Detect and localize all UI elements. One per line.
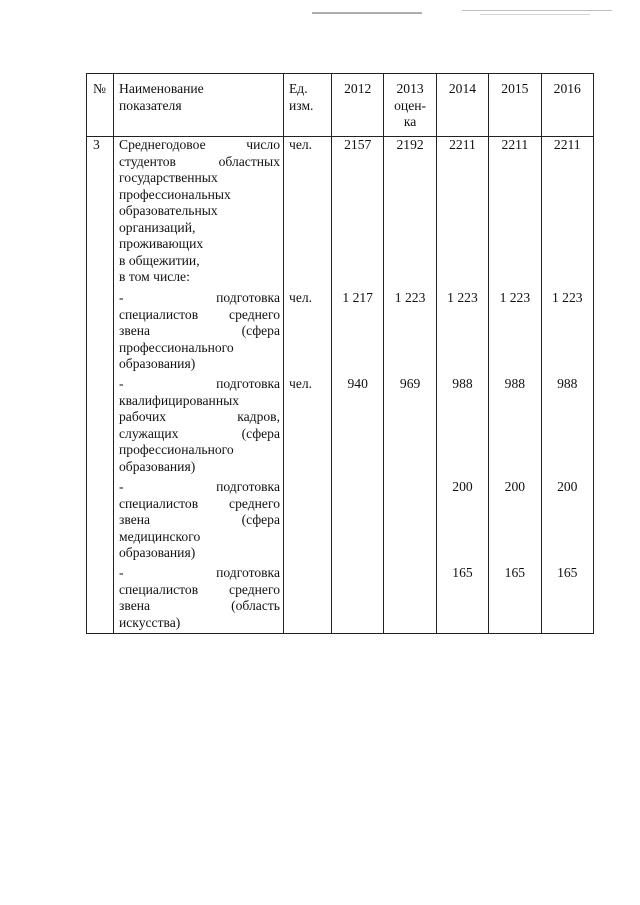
value-2016: 988 [541, 376, 593, 479]
value-2016: 200 [541, 479, 593, 565]
value-2012: 940 [332, 376, 384, 479]
value-2012 [332, 565, 384, 634]
value-2013 [384, 565, 436, 634]
row-name: - подготовка специалистов среднего звена (область искусства) [114, 565, 284, 634]
row-unit [284, 565, 332, 634]
row-name: - подготовка квалифицированных рабочих кадров, служащих (сфера профессионального образования) [114, 376, 284, 479]
value-2015: 1 223 [489, 290, 541, 376]
value-2014: 200 [436, 479, 488, 565]
table-row [87, 479, 594, 565]
value-2014: 2211 [436, 137, 488, 291]
table-row [87, 565, 594, 634]
scan-artifact [480, 14, 590, 15]
value-2015: 988 [489, 376, 541, 479]
value-2013: 1 223 [384, 290, 436, 376]
value-2013: 969 [384, 376, 436, 479]
value-2012: 1 217 [332, 290, 384, 376]
value-2016: 165 [541, 565, 593, 634]
row-unit: чел. [284, 137, 332, 291]
row-unit [284, 479, 332, 565]
table-row [87, 376, 594, 479]
header-name: Наименование показателя [114, 74, 284, 137]
header-unit: Ед. изм. [284, 74, 332, 137]
value-2015: 165 [489, 565, 541, 634]
value-2013: 2192 [384, 137, 436, 291]
row-number: 3 [87, 137, 114, 291]
row-name: - подготовка специалистов среднего звена (сфера профессионального образования) [114, 290, 284, 376]
scan-artifact [312, 12, 422, 14]
row-unit: чел. [284, 376, 332, 479]
row-number [87, 290, 114, 376]
value-2016: 2211 [541, 137, 593, 291]
row-number [87, 565, 114, 634]
value-2013 [384, 479, 436, 565]
value-2012: 2157 [332, 137, 384, 291]
value-2014: 165 [436, 565, 488, 634]
row-unit: чел. [284, 290, 332, 376]
value-2012 [332, 479, 384, 565]
indicator-table [86, 73, 594, 634]
value-2014: 988 [436, 376, 488, 479]
table-header-row [87, 74, 594, 137]
row-number [87, 479, 114, 565]
table-row [87, 137, 594, 291]
row-name: - подготовка специалистов среднего звена (сфера медицинского образования) [114, 479, 284, 565]
header-year-2014: 2014 [436, 74, 488, 137]
value-2015: 2211 [489, 137, 541, 291]
header-year-2012: 2012 [332, 74, 384, 137]
row-number [87, 376, 114, 479]
value-2014: 1 223 [436, 290, 488, 376]
header-year-2015: 2015 [489, 74, 541, 137]
header-number: № [87, 74, 114, 137]
value-2015: 200 [489, 479, 541, 565]
row-name: Среднегодовое число студентов областных государственных профессиональных образовательных организаций, проживающих в общежитии, в том числе: [114, 137, 284, 291]
value-2016: 1 223 [541, 290, 593, 376]
header-year-2016: 2016 [541, 74, 593, 137]
table-row [87, 290, 594, 376]
header-year-2013: 2013 оцен- ка [384, 74, 436, 137]
scan-artifact [462, 10, 612, 11]
